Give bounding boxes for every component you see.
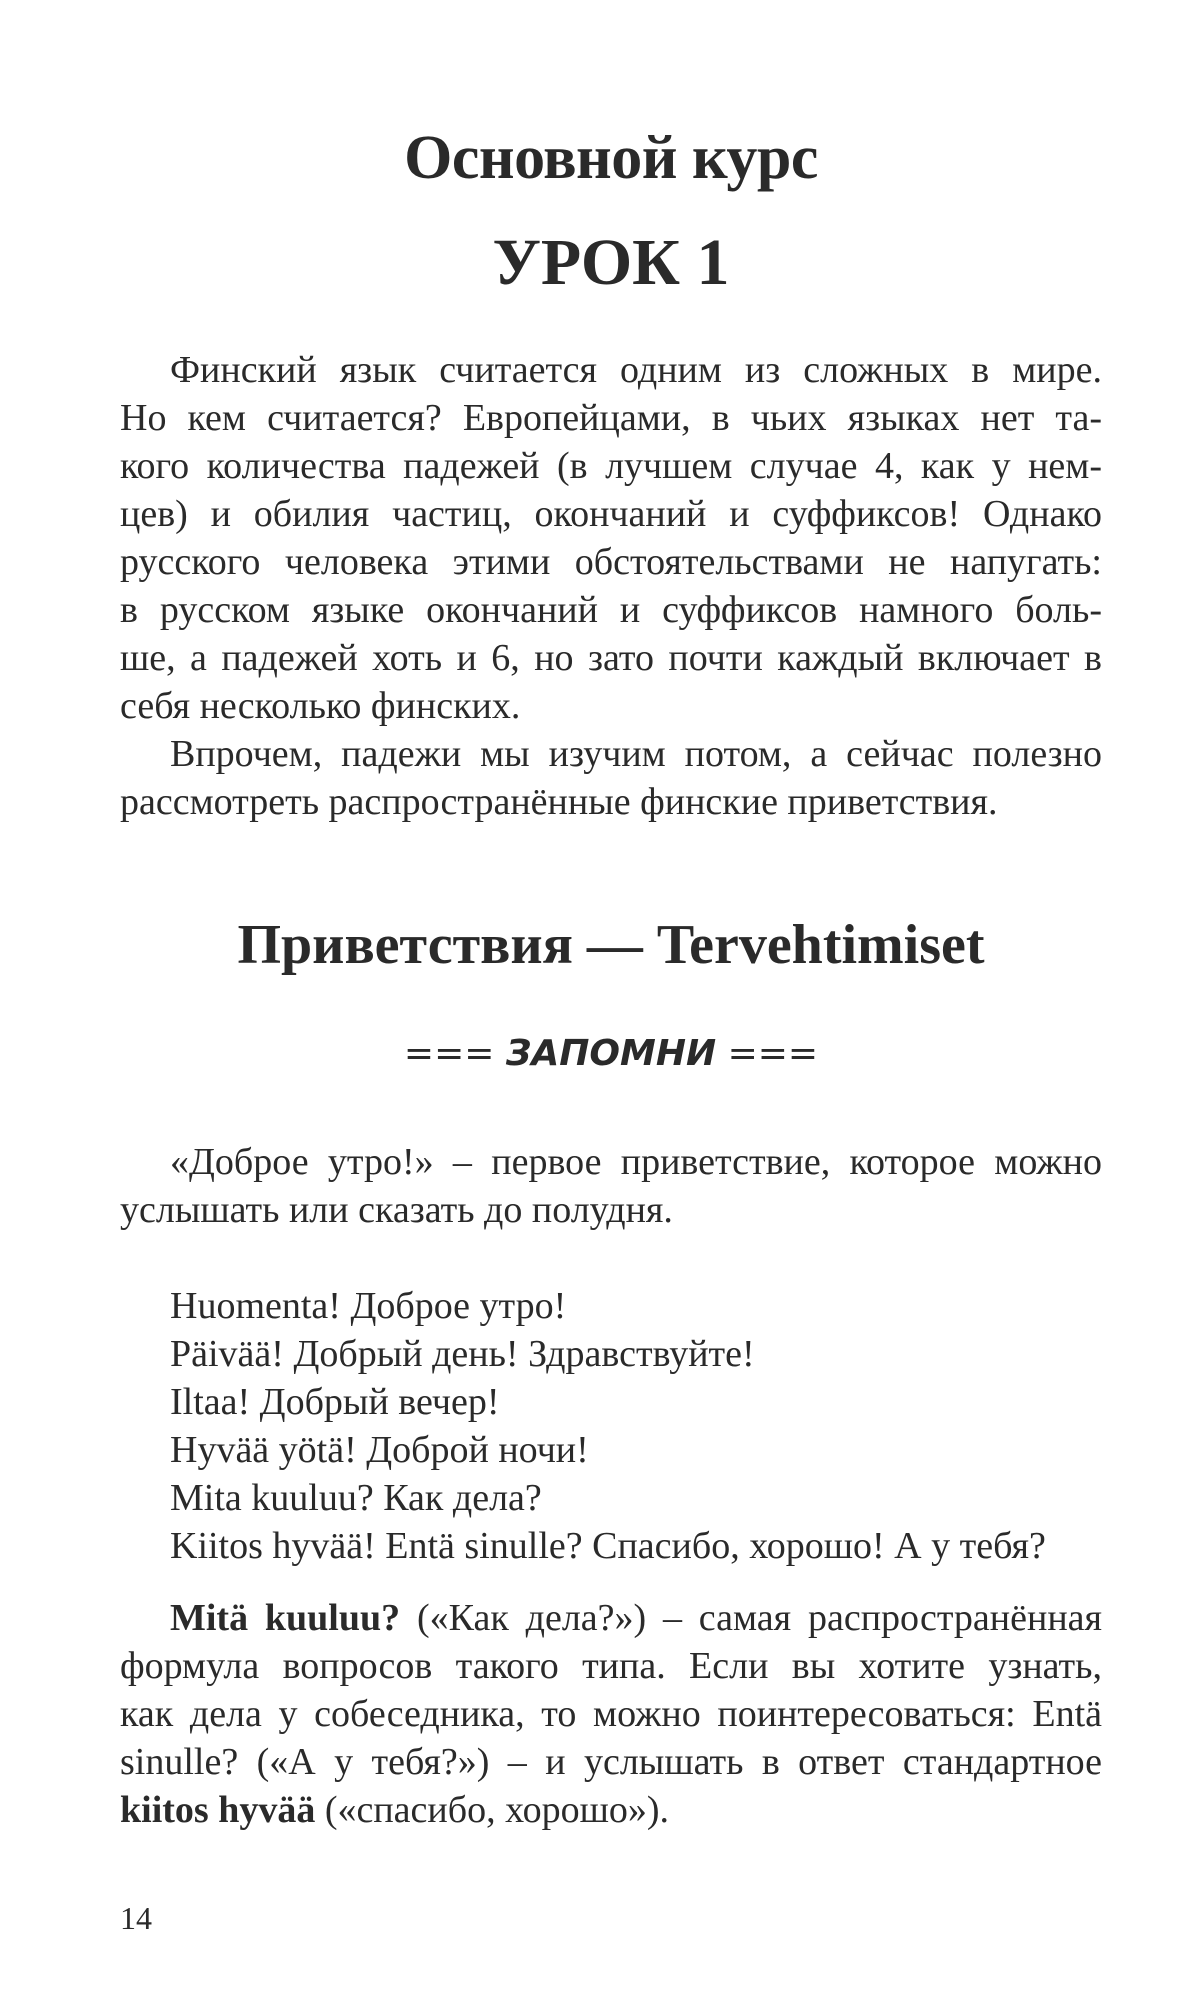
text-line: себя несколько финских.: [120, 685, 521, 727]
text-line: Но кем считается? Европейцами, в чьих языках нет та-: [120, 397, 1102, 439]
text-line: русского человека этими обстоятельствами не напугать:: [120, 541, 1102, 583]
book-page: [120, 0, 1102, 2000]
text-line: рассмотреть распространённые финские приветствия.: [120, 781, 998, 823]
remember-word: ЗАПОМНИ: [505, 1033, 717, 1074]
text-line: «Доброе утро!» – первое приветствие, которое можно: [170, 1141, 1102, 1183]
phrase-item: Päivää! Добрый день! Здравствуйте!: [170, 1333, 755, 1375]
text-line: ше, а падежей хоть и 6, но зато почти каждый включает в: [120, 637, 1102, 679]
text-line: sinulle? («А у тебя?») – и услышать в ответ стандартное: [120, 1741, 1102, 1783]
phrase-item: Hyvää yötä! Доброй ночи!: [170, 1429, 589, 1471]
explanation-paragraph: [120, 1594, 1102, 1834]
text-line: как дела у собеседника, то можно поинтересоваться: Entä: [120, 1693, 1102, 1735]
text-line: Впрочем, падежи мы изучим потом, а сейчас полезно: [170, 733, 1102, 775]
phrase-item: Iltaa! Добрый вечер!: [170, 1381, 500, 1423]
phrase-item: Huomenta! Доброе утро!: [170, 1285, 567, 1327]
bold-term: Mitä kuuluu?: [170, 1597, 401, 1639]
lesson-title: УРОК 1: [492, 226, 730, 299]
remember-left-marker: ===: [403, 1033, 495, 1074]
text-line: услышать или сказать до полудня.: [120, 1189, 673, 1231]
text-line: кого количества падежей (в лучшем случае 4, как у нем-: [120, 445, 1102, 487]
page-number: 14: [120, 1900, 152, 1936]
text-fragment: («Как дела?») – самая распространённая: [400, 1597, 1102, 1639]
remember-banner: [120, 1030, 1102, 1078]
phrase-item: Mita kuuluu? Как дела?: [170, 1477, 542, 1519]
greeting-phrases-list: [170, 1282, 1102, 1570]
remember-right-marker: ===: [727, 1033, 819, 1074]
morning-paragraph: [120, 1138, 1102, 1234]
section-title: Приветствия — Tervehtimiset: [237, 914, 985, 976]
phrase-item: Kiitos hyvää! Entä sinulle? Спасибо, хорошо! А у тебя?: [170, 1525, 1046, 1567]
intro-paragraph-1: [120, 346, 1102, 730]
intro-paragraph-2: [120, 730, 1102, 826]
text-line: формула вопросов такого типа. Если вы хотите узнать,: [120, 1645, 1102, 1687]
text-line: [120, 1594, 1102, 1642]
bold-term: kiitos hyvää: [120, 1789, 316, 1831]
text-line: Финский язык считается одним из сложных в мире.: [170, 349, 1102, 391]
text-line: [120, 1786, 1102, 1834]
course-title: Основной курс: [404, 124, 818, 192]
text-fragment: («спасибо, хорошо»).: [315, 1789, 670, 1831]
text-line: в русском языке окончаний и суффиксов намного боль-: [120, 589, 1102, 631]
text-line: цев) и обилия частиц, окончаний и суффиксов! Однако: [120, 493, 1102, 535]
